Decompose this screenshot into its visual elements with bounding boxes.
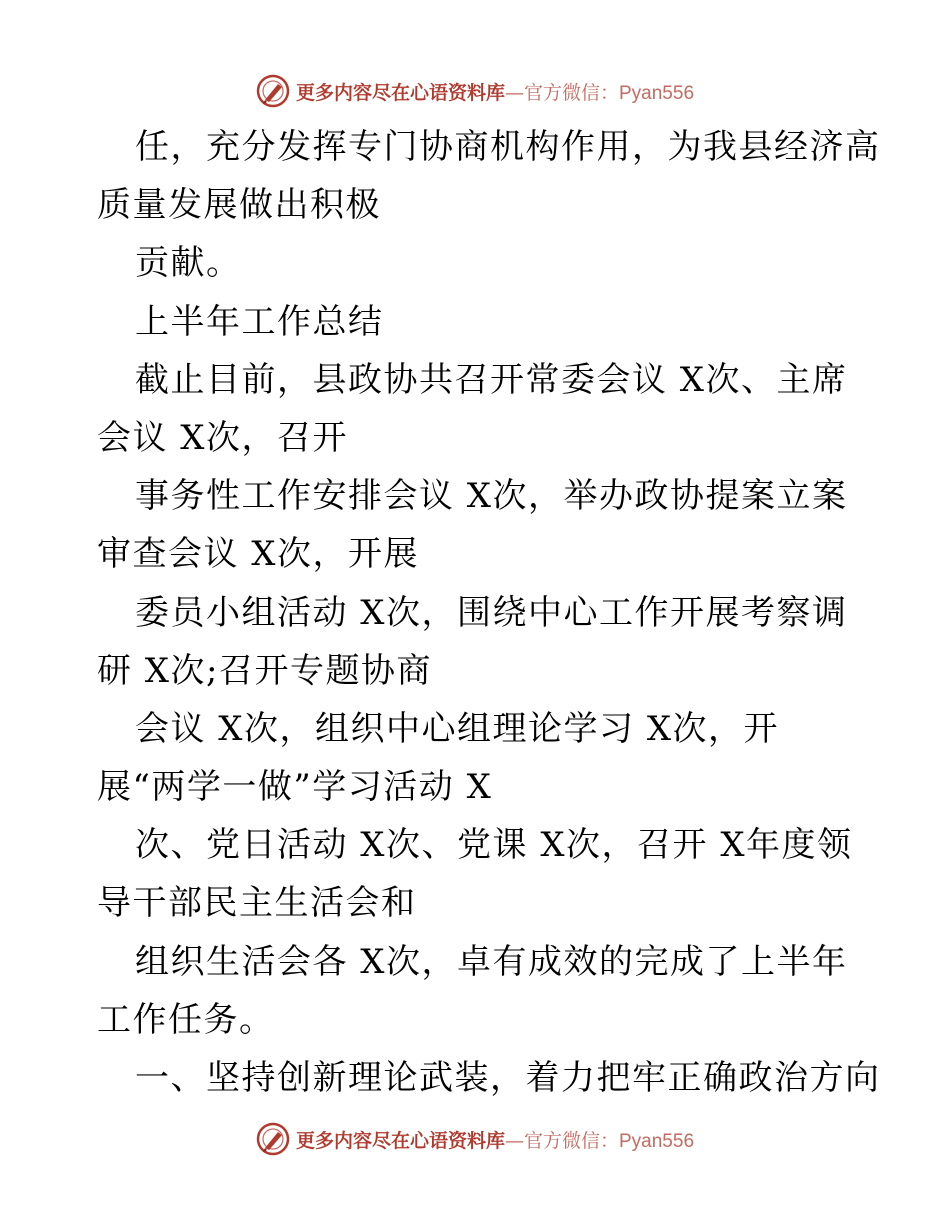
body-line: 质量发展做出积极 — [97, 185, 381, 226]
body-line: 会议 X次，组织中心组理论学习 X次，开 — [135, 708, 780, 749]
watermark-separator: — — [504, 1129, 524, 1152]
body-line: 事务性工作安排会议 X次，举办政协提案立案 — [135, 476, 848, 517]
body-line: 会议 X次，召开 — [97, 417, 349, 458]
watermark-account: Pyan556 — [619, 82, 695, 104]
watermark-separator: — — [504, 81, 524, 104]
body-line: 研 X次;召开专题协商 — [97, 650, 432, 691]
body-line: 次、党日活动 X次、党课 X次，召开 X年度领 — [135, 825, 853, 866]
body-line: 委员小组活动 X次，围绕中心工作开展考察调 — [135, 592, 848, 633]
body-line: 一、坚持创新理论武装，着力把牢正确政治方向 — [135, 1058, 881, 1098]
watermark-site-text: 更多内容尽在心语资料库 — [295, 81, 505, 104]
watermark-label: 官方微信： — [523, 81, 619, 104]
body-line: 上半年工作总结 — [135, 301, 384, 342]
pen-logo-icon — [256, 1122, 290, 1156]
body-line: 导干部民主生活会和 — [97, 883, 417, 924]
body-line: 工作任务。 — [97, 999, 275, 1040]
watermark-site-text: 更多内容尽在心语资料库 — [295, 1129, 505, 1152]
body-line: 组织生活会各 X次，卓有成效的完成了上半年 — [135, 941, 848, 982]
document-body — [97, 118, 881, 1107]
body-line: 审查会议 X次，开展 — [97, 534, 420, 575]
body-line: 截止目前，县政协共召开常委会议 X次、主席 — [135, 359, 848, 400]
footer-watermark — [0, 1119, 950, 1159]
watermark-account: Pyan556 — [619, 1130, 695, 1152]
pen-logo-icon — [256, 74, 290, 108]
body-line: 贡献。 — [135, 243, 242, 284]
body-line: 任，充分发挥专门协商机构作用，为我县经济高 — [135, 127, 881, 167]
watermark-label: 官方微信： — [523, 1129, 619, 1152]
header-watermark — [0, 71, 950, 111]
body-line: 展“两学一做”学习活动 X — [97, 767, 493, 808]
